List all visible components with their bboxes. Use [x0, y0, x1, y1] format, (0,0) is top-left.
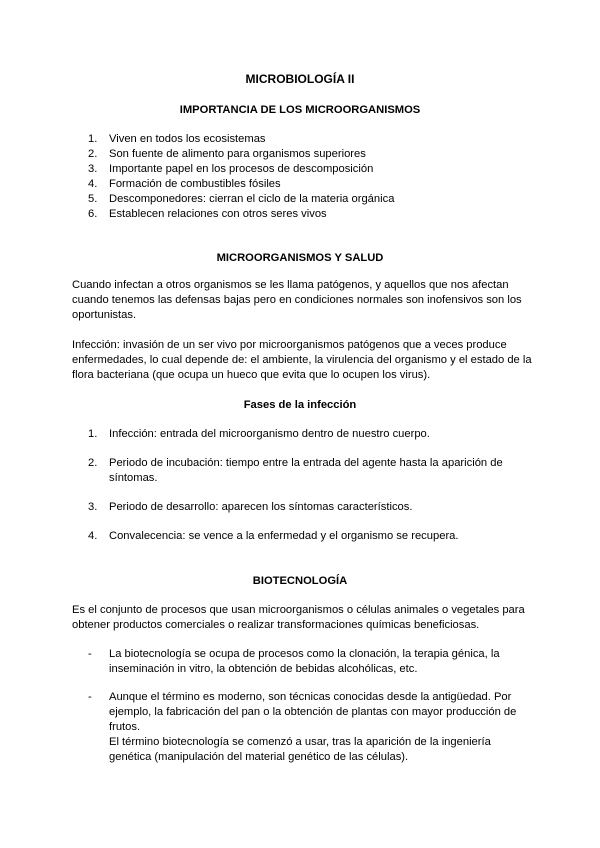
paragraph-patogenos: Cuando infectan a otros organismos se les llama patógenos, y aquellos que nos afectan cuando tenemos las defensas bajas pero en condiciones normales son inofensivos son los oportunistas. [72, 279, 522, 321]
phase-item [88, 529, 528, 544]
list-item [88, 207, 548, 222]
section-heading-importancia: IMPORTANCIA DE LOS MICROORGANISMOS [179, 104, 421, 116]
list-item [88, 192, 548, 207]
phase-text: Infección: entrada del microorganismo dentro de nuestro cuerpo. [109, 428, 430, 440]
bullet-text: La biotecnología se ocupa de procesos como la clonación, la terapia génica, la inseminación in vitro, la obtención de bebidas alcohólicas, etc. [109, 648, 500, 675]
importance-list [88, 132, 548, 222]
bullet-text-continued: El término biotecnología se comenzó a usar, tras la aparición de la ingeniería genética (manipulación del material genético de las células). [109, 736, 491, 763]
list-number: 4. [88, 530, 98, 542]
list-number: 3. [88, 501, 98, 513]
list-number: 6. [88, 208, 98, 220]
phase-item [88, 500, 528, 515]
list-item-text: Importante papel en los procesos de descomposición [109, 163, 374, 175]
list-number: 5. [88, 193, 98, 205]
list-item [88, 147, 548, 162]
list-item-text: Formación de combustibles fósiles [109, 178, 281, 190]
paragraph-biotecnologia: Es el conjunto de procesos que usan microorganismos o células animales o vegetales para obtener productos comerciales o realizar transformaciones químicas beneficiosas. [72, 604, 525, 631]
subheading-fases: Fases de la infección [243, 399, 357, 411]
list-number: 2. [88, 457, 98, 469]
list-number: 1. [88, 428, 98, 440]
phase-item [88, 427, 528, 442]
dash-marker: - [88, 648, 92, 660]
list-item [88, 177, 548, 192]
list-item [88, 162, 548, 177]
phase-text: Periodo de incubación: tiempo entre la entrada del agente hasta la aparición de síntomas. [109, 457, 503, 484]
list-number: 3. [88, 163, 98, 175]
bullet-item [88, 647, 528, 677]
document-title: MICROBIOLOGÍA II [245, 72, 355, 86]
list-item [88, 132, 548, 147]
list-item-text: Establecen relaciones con otros seres vivos [109, 208, 327, 220]
section-heading-biotecnologia: BIOTECNOLOGÍA [252, 575, 348, 587]
dash-marker: - [88, 691, 92, 703]
phase-text: Convalecencia: se vence a la enfermedad y el organismo se recupera. [109, 530, 459, 542]
section-heading-salud: MICROORGANISMOS Y SALUD [216, 252, 384, 264]
paragraph-infeccion: Infección: invasión de un ser vivo por microorganismos patógenos que a veces produce enfermedades, lo cual depende de: el ambiente, la virulencia del organismo y el estado de la flora bacteriana (que ocupa un hueco que evita que lo ocupen los virus). [72, 339, 532, 381]
list-item-text: Son fuente de alimento para organismos superiores [109, 148, 366, 160]
phase-text: Periodo de desarrollo: aparecen los síntomas característicos. [109, 501, 413, 513]
list-number: 1. [88, 133, 98, 145]
phase-item [88, 456, 528, 486]
list-item-text: Descomponedores: cierran el ciclo de la materia orgánica [109, 193, 395, 205]
bullet-text: Aunque el término es moderno, son técnicas conocidas desde la antigüedad. Por ejemplo, la fabricación del pan o la obtención de plantas con mayor producción de frutos. [109, 691, 517, 733]
bullet-item [88, 690, 528, 765]
list-item-text: Viven en todos los ecosistemas [109, 133, 266, 145]
list-number: 4. [88, 178, 98, 190]
list-number: 2. [88, 148, 98, 160]
